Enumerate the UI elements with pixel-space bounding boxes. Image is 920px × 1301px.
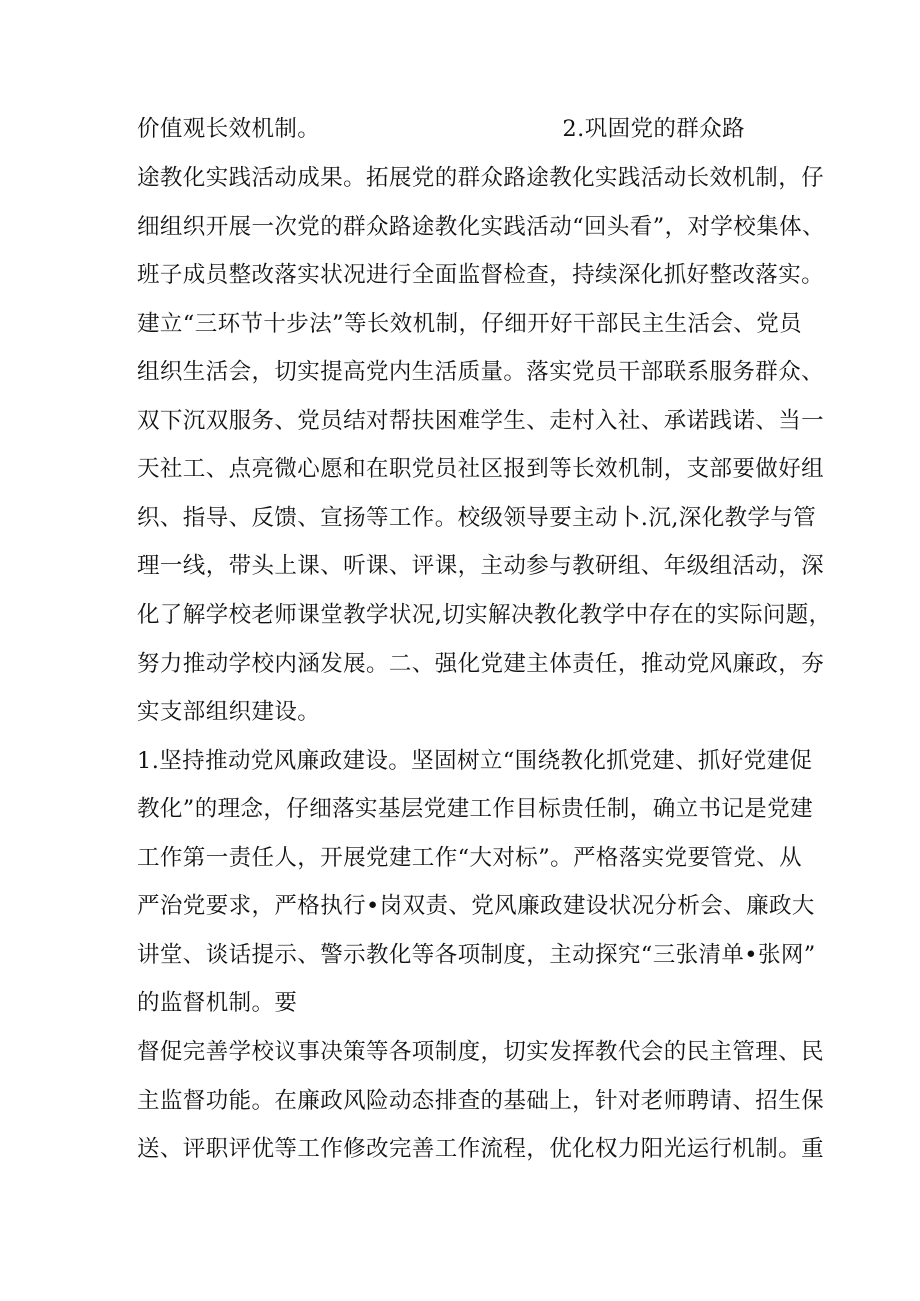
text-line-17: 严治党要求，严格执行•岗双责、党风廉政建设状况分析会、廉政大 [137,893,815,919]
text-line-3: 细组织开展一次党的群众路途教化实践活动“回头看”，对学校集体、 [137,214,825,240]
text-line-22: 送、评职评优等工作修改完善工作流程，优化权力阳光运行机制。重 [137,1136,825,1162]
text-line-8: 天社工、点亮微心愿和在职党员社区报到等长效机制，支部要做好组 [137,456,825,482]
text-line-16: 工作第一责任人，开展党建工作“大对标”。严格落实党要管党、从 [137,845,803,871]
text-line-21: 主监督功能。在廉政风险动态排查的基础上，针对老师聘请、招生保 [137,1088,825,1114]
text-line-19: 的监督机制。要 [137,990,298,1016]
text-line-1-right: 2.巩固党的群众路 [562,116,745,142]
text-line-9: 织、指导、反馈、宣扬等工作。校级领导要主动卜.沉,深化教学与管 [137,505,817,531]
text-line-12: 努力推动学校内涵发展。二、强化党建主体责任，推动党风廉政，夯 [137,651,825,677]
text-line-1-left: 价值观长效机制。 [137,116,321,142]
text-line-11: 化了解学校老师课堂教学状况,切实解决教化教学中存在的实际问题， [137,602,832,628]
text-line-2: 途教化实践活动成果。拓展党的群众路途教化实践活动长效机制，仔 [137,165,825,191]
text-line-4: 班子成员整改落实状况进行全面监督检查，持续深化抓好整改落实。 [137,262,825,288]
text-line-7: 双下沉双服务、党员结对帮扶困难学生、走村入社、承诺践诺、当一 [137,408,825,434]
text-line-10: 理一线，带头上课、听课、评课，主动参与教研组、年级组活动，深 [137,553,825,579]
text-line-6: 组织生活会，切实提高党内生活质量。落实党员干部联系服务群众、 [137,359,825,385]
text-line-20: 督促完善学校议事决策等各项制度，切实发挥教代会的民主管理、民 [137,1039,825,1065]
text-line-18: 讲堂、谈话提示、警示教化等各项制度，主动探究“三张清单•张网” [137,942,816,968]
text-line-13: 实支部组织建设。 [137,699,321,725]
text-line-5: 建立“三环节十步法”等长效机制，仔细开好干部民主生活会、党员 [137,311,803,337]
text-line-14: 1.坚持推动党风廉政建设。坚固树立“围绕教化抓党建、抓好党建促 [137,748,813,774]
text-line-1 [137,114,797,144]
text-line-15: 教化”的理念，仔细落实基层党建工作目标贵任制，确立书记是党建 [137,796,814,822]
